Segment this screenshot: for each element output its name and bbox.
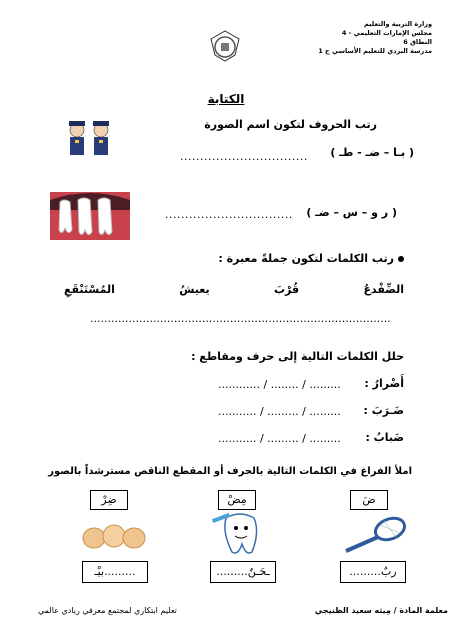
section1-instruction: رتب الحروف لتكون اسم الصورة: [204, 118, 377, 131]
analysis-blanks[interactable]: ............ / ........ / .........: [218, 378, 341, 391]
fill-box[interactable]: .........ـحَـنٌ: [210, 561, 276, 583]
header-line: مدرسة البردي للتعليم الأساسي ح 1: [318, 47, 432, 55]
analysis-blanks[interactable]: ........... / ......... / .........: [218, 432, 341, 445]
answer-blank-2[interactable]: ................................: [165, 208, 293, 221]
page-title: الكتابة: [207, 92, 245, 106]
word-item: الضِّفْدعُ: [363, 283, 404, 296]
sentence-answer-line[interactable]: ......................................................................................: [90, 312, 391, 325]
word-item: المُسْتَنْقَعِ: [64, 283, 115, 296]
teeth-icon: [50, 192, 130, 240]
analysis-word: ضَبابُ :: [365, 431, 404, 444]
header-line: مجلس الإمارات التعليمي - 4: [341, 29, 432, 37]
analysis-word: أَضْرارُ :: [364, 377, 404, 390]
analysis-word: ضَـرَبَ :: [363, 404, 404, 417]
header-line: النطاق 6: [403, 38, 432, 46]
word-list: [64, 283, 404, 296]
footer-slogan: تعليم ابتكاري لمجتمع معرفي ريادي عالمي: [38, 606, 177, 615]
word-item: يعيشُ: [179, 283, 210, 296]
teacher-name: معلمة المادة / مِيثه سعيد الظنيجي: [314, 606, 448, 615]
letter-box: مِضْ: [218, 490, 256, 510]
section2-instruction: [218, 252, 404, 265]
section3-instruction: حلل الكلمات التالية إلى حرف ومقاطع :: [191, 350, 404, 363]
school-header: [272, 20, 432, 56]
word-item: قُرْبَ: [274, 283, 300, 296]
fill-box[interactable]: .........ربٌ: [340, 561, 406, 583]
section4-instruction: املأ الفراغ في الكلمات التالية بالحرف أو المقطع الناقص مسترشداً بالصور: [48, 466, 412, 477]
uae-emblem-icon: [205, 25, 245, 65]
section1-letters-1: ( بـا – ضـ - طـ ): [330, 146, 414, 159]
answer-blank-1[interactable]: ................................: [180, 150, 308, 163]
fill-box[interactable]: بيْـ.........: [82, 561, 148, 583]
eggs-icon: [80, 520, 150, 550]
section2-instruction-text: رتب الكلمات لتكون جملةً معبرة :: [218, 252, 394, 265]
letter-box: ضَ: [350, 490, 388, 510]
section1-letters-2: ( ر و – س – ضـ ): [306, 206, 397, 219]
toothbrush-tooth-icon: [210, 512, 270, 556]
letter-box: ضِرْ: [90, 490, 128, 510]
analysis-blanks[interactable]: ........... / ......... / .........: [218, 405, 341, 418]
header-line: وزارة التربية والتعليم: [364, 20, 432, 28]
police-officers-icon: [55, 120, 125, 158]
bullet-icon: [398, 256, 404, 262]
tennis-racket-icon: [340, 515, 410, 555]
